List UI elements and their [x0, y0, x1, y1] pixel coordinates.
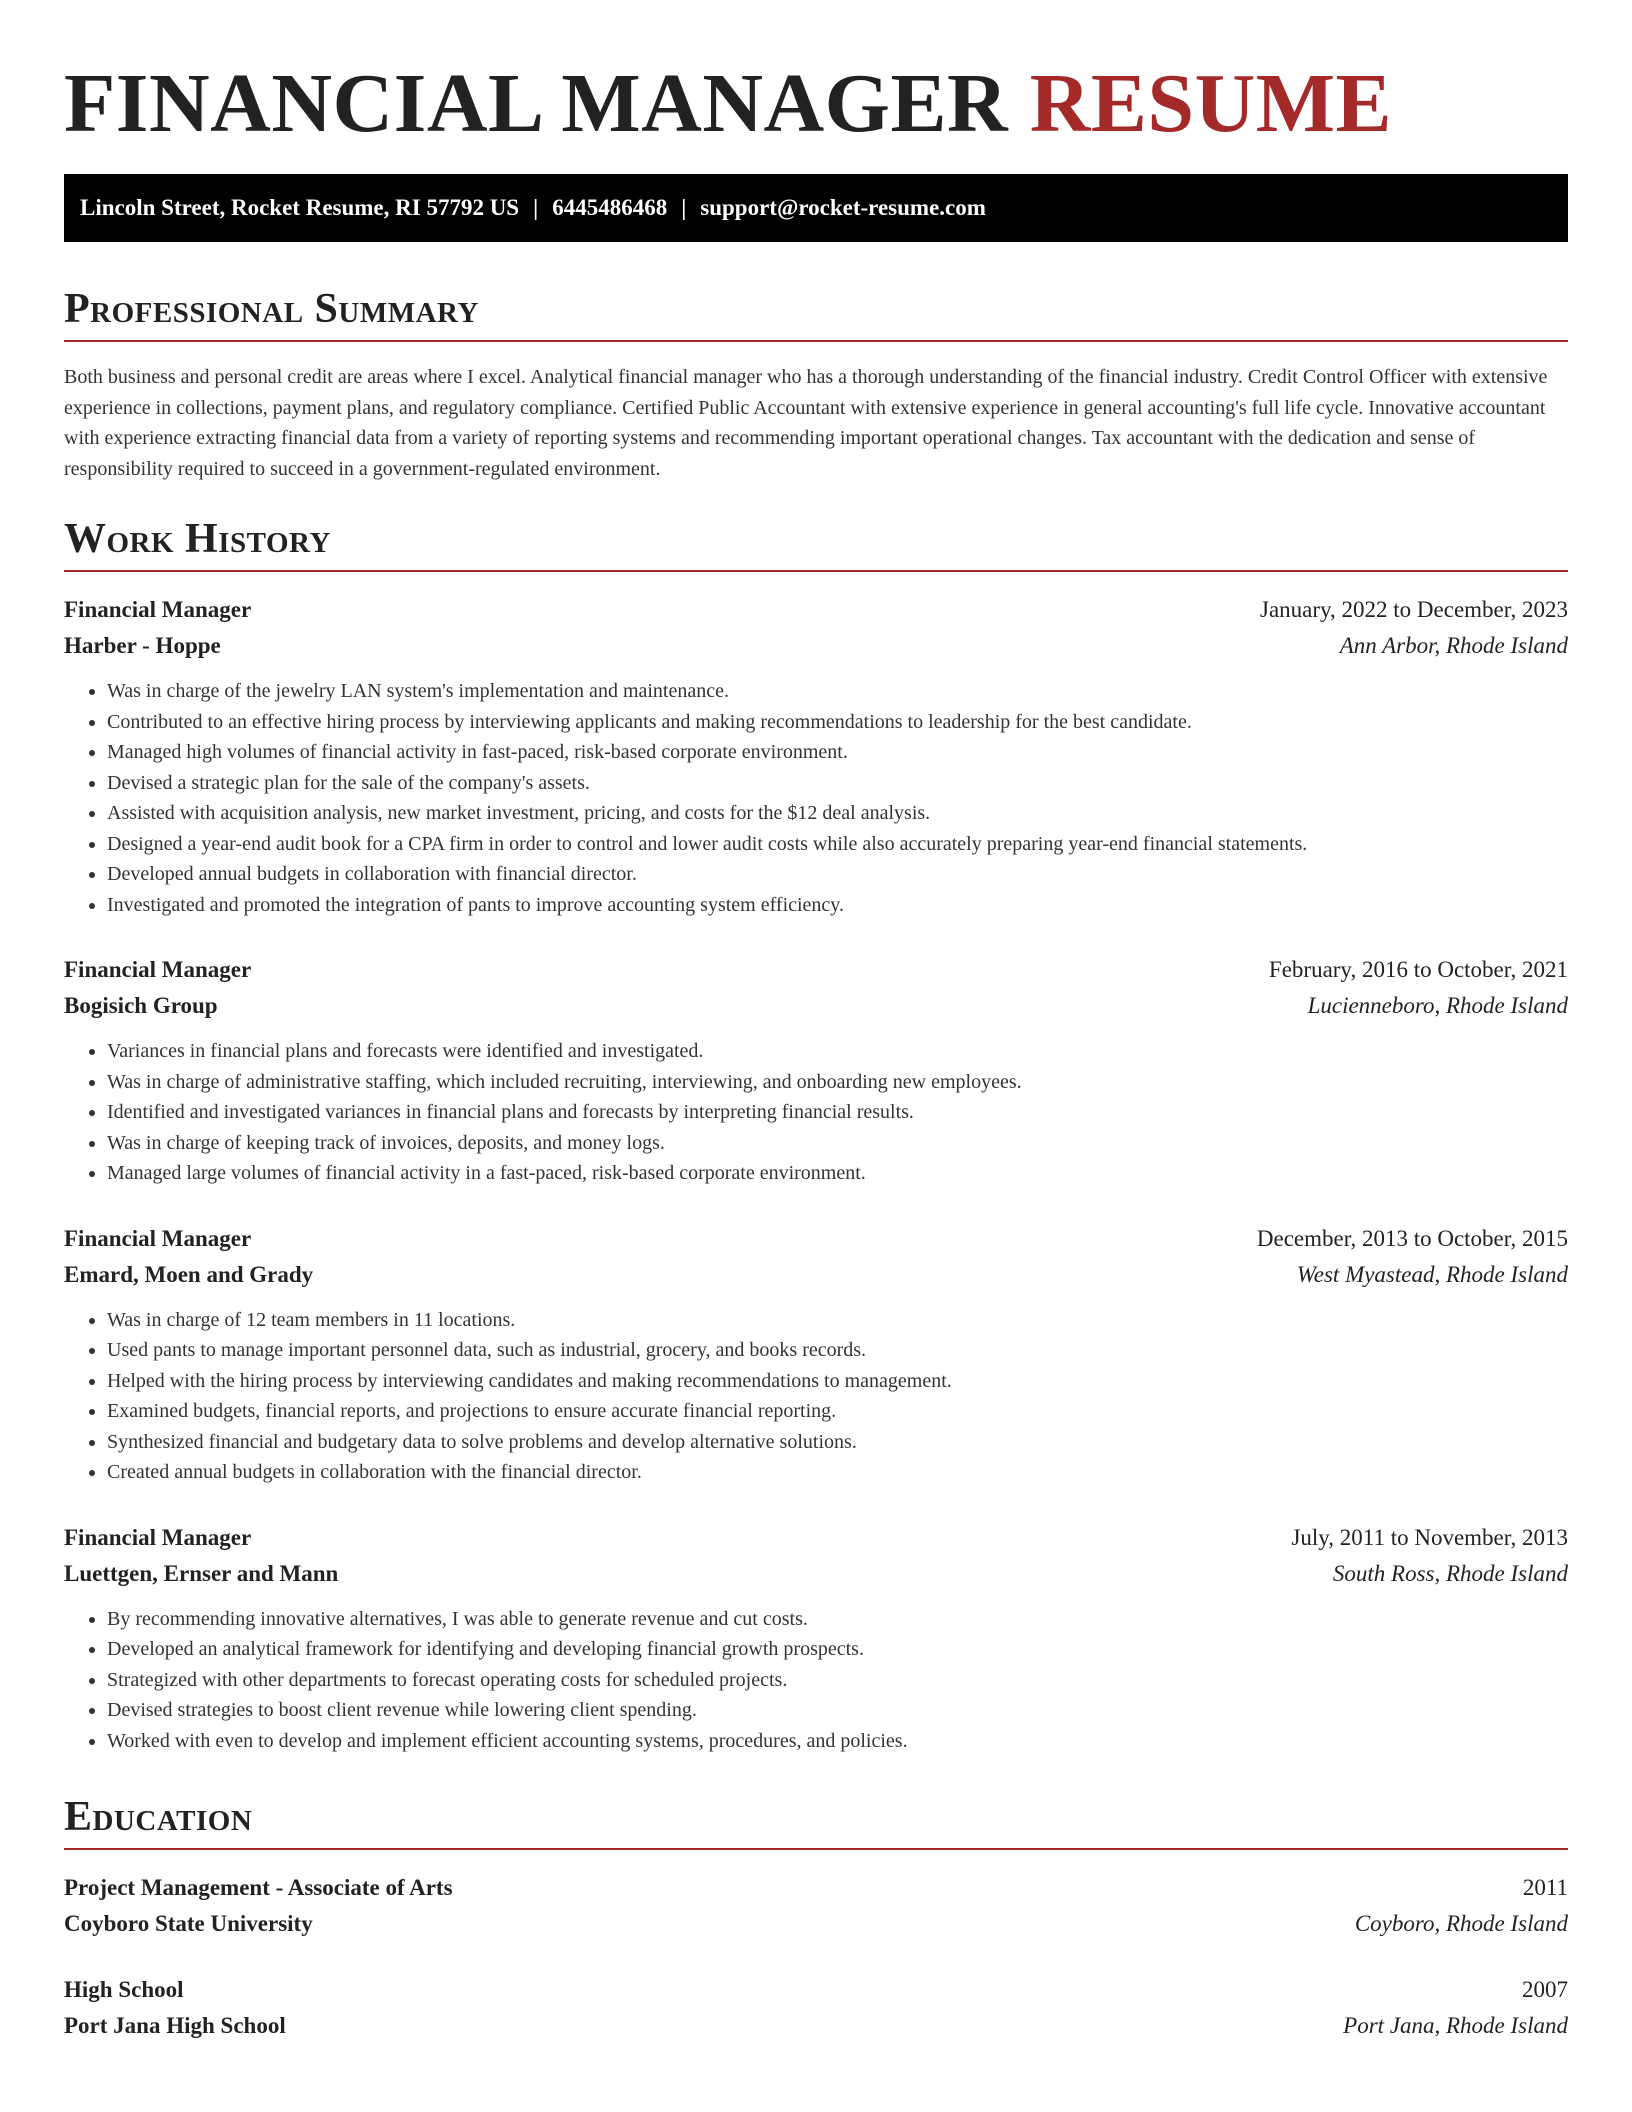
- job-dates: July, 2011 to November, 2013: [1291, 1524, 1568, 1550]
- job-location: West Myastead, Rhode Island: [1296, 1261, 1568, 1287]
- job-bullet: • Was in charge of keeping track of invoices, deposits, and money logs.: [107, 1128, 1568, 1159]
- education-location: Port Jana, Rhode Island: [1343, 2013, 1568, 2038]
- education-school: Port Jana High School: [64, 2013, 286, 2038]
- job-bullet: • Assisted with acquisition analysis, new market investment, pricing, and costs for the $12 deal analysis.: [107, 798, 1568, 829]
- job-company: Emard, Moen and Grady: [64, 1261, 314, 1287]
- job-company: Bogisich Group: [64, 993, 218, 1018]
- job-dates: December, 2013 to October, 2015: [1256, 1225, 1568, 1251]
- contact-phone[interactable]: 6445486468: [552, 195, 668, 220]
- job-bullet: • Helped with the hiring process by interviewing candidates and making recommendations to management.: [107, 1366, 1568, 1397]
- job-title: Financial Manager: [64, 1524, 252, 1550]
- work-history-list: [64, 592, 1568, 1756]
- job-bullet: • Developed annual budgets in collaboration with financial director.: [107, 859, 1568, 890]
- education-school: Coyboro State University: [64, 1911, 313, 1936]
- job-location: Ann Arbor, Rhode Island: [1339, 633, 1568, 658]
- job-bullet: • By recommending innovative alternatives, I was able to generate revenue and cut costs.: [107, 1604, 1568, 1635]
- job-bullet: • Examined budgets, financial reports, and projections to ensure accurate financial reporting.: [107, 1396, 1568, 1427]
- resume-title: [64, 58, 1568, 150]
- contact-bar: [64, 174, 1568, 242]
- job-title: Financial Manager: [64, 1225, 252, 1251]
- job-title: Financial Manager: [64, 957, 252, 982]
- job-bullet: • Synthesized financial and budgetary data to solve problems and develop alternative solutions.: [107, 1427, 1568, 1458]
- job-company: Luettgen, Ernser and Mann: [64, 1560, 339, 1586]
- job-bullet: • Devised strategies to boost client revenue while lowering client spending.: [107, 1695, 1568, 1726]
- job-bullet: • Created annual budgets in collaboration with the financial director.: [107, 1457, 1568, 1488]
- job-bullet: • Was in charge of 12 team members in 11 locations.: [107, 1305, 1568, 1336]
- education-year: 2011: [1522, 1875, 1568, 1900]
- job-location: Lucienneboro, Rhode Island: [1307, 993, 1568, 1018]
- job-bullet: • Was in charge of administrative staffing, which included recruiting, interviewing, and onboarding new employees.: [107, 1067, 1568, 1098]
- job-bullet: • Investigated and promoted the integration of pants to improve accounting system efficiency.: [107, 890, 1568, 921]
- contact-address: Lincoln Street, Rocket Resume, RI 57792 US: [80, 195, 520, 220]
- work-history-heading: Work History: [64, 512, 1568, 572]
- job-entry: [64, 592, 1568, 920]
- job-bullets: [64, 676, 1568, 920]
- job-entry: [64, 1221, 1568, 1488]
- job-entry: [64, 952, 1568, 1189]
- education-degree: High School: [64, 1977, 184, 2002]
- job-bullet: • Contributed to an effective hiring process by interviewing applicants and making recommendations to leadership for the best candidate.: [107, 707, 1568, 738]
- contact-email[interactable]: support@rocket-resume.com: [700, 195, 986, 220]
- summary-heading: Professional Summary: [64, 282, 1568, 342]
- contact-separator: |: [533, 195, 539, 220]
- job-bullet: • Identified and investigated variances in financial plans and forecasts by interpreting financial results.: [107, 1097, 1568, 1128]
- job-bullet: • Designed a year-end audit book for a CPA firm in order to control and lower audit costs while also accurately preparing year-end financial statements.: [107, 829, 1568, 860]
- job-dates: January, 2022 to December, 2023: [1260, 597, 1568, 622]
- contact-separator: |: [681, 195, 687, 220]
- job-location: South Ross, Rhode Island: [1332, 1560, 1568, 1586]
- job-bullet: • Variances in financial plans and forecasts were identified and investigated.: [107, 1036, 1568, 1067]
- job-bullet: • Managed large volumes of financial activity in a fast-paced, risk-based corporate environment.: [107, 1158, 1568, 1189]
- job-company: Harber - Hoppe: [64, 633, 221, 658]
- job-bullet: • Used pants to manage important personnel data, such as industrial, grocery, and books records.: [107, 1335, 1568, 1366]
- education-heading: Education: [64, 1790, 1568, 1850]
- job-title: Financial Manager: [64, 597, 252, 622]
- job-bullet: • Devised a strategic plan for the sale of the company's assets.: [107, 768, 1568, 799]
- job-bullets: [64, 1036, 1568, 1189]
- job-bullet: • Managed high volumes of financial activity in fast-paced, risk-based corporate environment.: [107, 737, 1568, 768]
- job-entry: [64, 1520, 1568, 1757]
- education-entry: [64, 1870, 1568, 1942]
- job-dates: February, 2016 to October, 2021: [1268, 957, 1568, 982]
- job-bullet: • Strategized with other departments to forecast operating costs for scheduled projects.: [107, 1665, 1568, 1696]
- education-degree: Project Management - Associate of Arts: [64, 1875, 453, 1900]
- title-main: FINANCIAL MANAGER: [64, 57, 1009, 150]
- job-bullets: [64, 1604, 1568, 1757]
- job-bullet: • Worked with even to develop and implement efficient accounting systems, procedures, and policies.: [107, 1726, 1568, 1757]
- education-location: Coyboro, Rhode Island: [1354, 1911, 1568, 1936]
- job-bullets: [64, 1305, 1568, 1488]
- title-accent: RESUME: [1029, 57, 1393, 150]
- education-year: 2007: [1522, 1977, 1568, 2002]
- summary-text: Both business and personal credit are areas where I excel. Analytical financial manager who has a thorough understanding of the financial industry. Credit Control Officer with extensive experience in collections, payment plans, and regulatory compliance. Certified Public Accountant with extensive experience in general accounting's full life cycle. Innovative accountant with experience extracting financial data from a variety of reporting systems and recommending important operational changes. Tax accountant with the dedication and sense of responsibility required to succeed in a government-regulated environment.: [64, 366, 1548, 480]
- education-entry: [64, 1972, 1568, 2044]
- resume-page: [64, 0, 1568, 2044]
- job-bullet: • Developed an analytical framework for identifying and developing financial growth prospects.: [107, 1634, 1568, 1665]
- job-bullet: • Was in charge of the jewelry LAN system's implementation and maintenance.: [107, 676, 1568, 707]
